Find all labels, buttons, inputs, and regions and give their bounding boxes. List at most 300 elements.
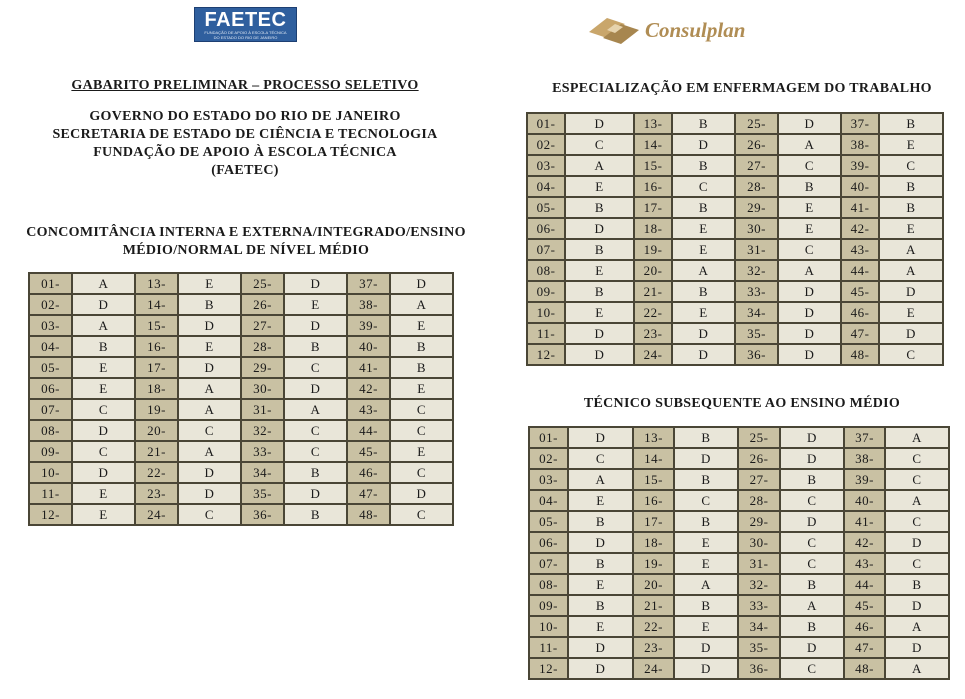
answer-cell: D <box>179 463 240 482</box>
question-number: 22- <box>136 463 177 482</box>
question-number: 04- <box>528 177 564 196</box>
table-row <box>530 638 948 657</box>
question-number: 41- <box>845 512 884 531</box>
table-row <box>30 379 452 398</box>
answer-cell: D <box>73 295 134 314</box>
answer-cell: E <box>391 442 452 461</box>
question-number: 10- <box>530 617 567 636</box>
question-number: 11- <box>30 484 71 503</box>
question-number: 03- <box>528 156 564 175</box>
answer-cell: A <box>179 442 240 461</box>
question-number: 06- <box>530 533 567 552</box>
question-number: 32- <box>736 261 777 280</box>
answer-cell: D <box>285 316 346 335</box>
question-number: 39- <box>348 316 389 335</box>
answer-cell: D <box>675 659 737 678</box>
table-row <box>528 303 942 322</box>
answer-cell: A <box>569 470 632 489</box>
question-number: 35- <box>242 484 283 503</box>
answer-cell: C <box>886 554 948 573</box>
table-row <box>30 505 452 524</box>
table-row <box>30 295 452 314</box>
answer-cell: E <box>673 219 734 238</box>
question-number: 34- <box>242 463 283 482</box>
answer-cell: E <box>779 198 840 217</box>
question-number: 38- <box>842 135 878 154</box>
question-number: 26- <box>242 295 283 314</box>
answer-cell: E <box>569 491 632 510</box>
question-number: 21- <box>635 282 671 301</box>
question-number: 01- <box>530 428 567 447</box>
answer-cell: B <box>673 282 734 301</box>
answer-cell: A <box>886 491 948 510</box>
question-number: 26- <box>739 449 779 468</box>
answer-cell: B <box>179 295 240 314</box>
question-number: 02- <box>528 135 564 154</box>
answer-cell: D <box>569 533 632 552</box>
question-number: 05- <box>530 512 567 531</box>
question-number: 25- <box>739 428 779 447</box>
answer-cell: E <box>675 533 737 552</box>
faetec-logo-text: FAETEC <box>204 9 287 31</box>
question-number: 33- <box>739 596 779 615</box>
answer-cell: D <box>779 303 840 322</box>
answer-cell: C <box>569 449 632 468</box>
government-block <box>30 108 460 180</box>
answer-cell: B <box>285 463 346 482</box>
answer-cell: C <box>673 177 734 196</box>
answer-cell: C <box>880 345 942 364</box>
question-number: 30- <box>739 533 779 552</box>
answer-cell: E <box>73 505 134 524</box>
consulplan-logo-text: Consulplan <box>645 18 746 42</box>
government-line-4: (FAETEC) <box>211 163 279 178</box>
answer-cell: B <box>566 282 633 301</box>
faetec-logo <box>194 7 297 42</box>
answer-cell: A <box>779 261 840 280</box>
answer-table-concomitancia <box>28 272 454 526</box>
question-number: 09- <box>530 596 567 615</box>
answer-cell: C <box>285 421 346 440</box>
question-number: 14- <box>136 295 177 314</box>
answer-cell: B <box>781 470 843 489</box>
table-row <box>530 428 948 447</box>
answer-cell: B <box>673 114 734 133</box>
question-number: 07- <box>528 240 564 259</box>
question-number: 31- <box>736 240 777 259</box>
answer-cell: C <box>73 442 134 461</box>
question-number: 37- <box>348 274 389 293</box>
answer-cell: D <box>781 449 843 468</box>
table-row <box>530 491 948 510</box>
section-title-left-line-1: CONCOMITÂNCIA INTERNA E EXTERNA/INTEGRADO/ENSINO <box>26 225 466 240</box>
question-number: 06- <box>30 379 71 398</box>
answer-cell: A <box>391 295 452 314</box>
answer-cell: D <box>779 324 840 343</box>
table-row <box>30 463 452 482</box>
question-number: 11- <box>530 638 567 657</box>
answer-cell: C <box>781 533 843 552</box>
answer-cell: C <box>391 505 452 524</box>
answer-cell: B <box>391 337 452 356</box>
table-row <box>530 449 948 468</box>
table-row <box>30 421 452 440</box>
question-number: 36- <box>242 505 283 524</box>
answer-cell: D <box>886 533 948 552</box>
government-line-1: GOVERNO DO ESTADO DO RIO DE JANEIRO <box>89 109 401 124</box>
answer-cell: A <box>779 135 840 154</box>
question-number: 34- <box>739 617 779 636</box>
question-number: 46- <box>348 463 389 482</box>
question-number: 12- <box>528 345 564 364</box>
question-number: 36- <box>739 659 779 678</box>
question-number: 41- <box>842 198 878 217</box>
question-number: 38- <box>845 449 884 468</box>
question-number: 12- <box>530 659 567 678</box>
faetec-logo-subtitle-2: DO ESTADO DO RIO DE JANEIRO <box>213 34 278 40</box>
answer-cell: C <box>391 400 452 419</box>
question-number: 11- <box>528 324 564 343</box>
section-title-especializacao: ESPECIALIZAÇÃO EM ENFERMAGEM DO TRABALHO <box>552 81 932 96</box>
answer-cell: B <box>566 240 633 259</box>
table-row <box>530 659 948 678</box>
table-row <box>30 442 452 461</box>
question-number: 40- <box>348 337 389 356</box>
question-number: 19- <box>136 400 177 419</box>
question-number: 06- <box>528 219 564 238</box>
question-number: 48- <box>845 659 884 678</box>
question-number: 18- <box>635 219 671 238</box>
answer-cell: B <box>673 156 734 175</box>
table-row <box>30 358 452 377</box>
question-number: 09- <box>528 282 564 301</box>
answer-cell: B <box>880 177 942 196</box>
question-number: 27- <box>739 470 779 489</box>
question-number: 24- <box>635 345 671 364</box>
section-title-left <box>0 224 492 260</box>
answer-cell: D <box>179 484 240 503</box>
question-number: 03- <box>530 470 567 489</box>
question-number: 17- <box>635 198 671 217</box>
question-number: 47- <box>348 484 389 503</box>
question-number: 20- <box>635 261 671 280</box>
answer-cell: E <box>880 303 942 322</box>
answer-cell: D <box>285 274 346 293</box>
question-number: 19- <box>635 240 671 259</box>
table-row <box>528 219 942 238</box>
answer-cell: E <box>673 240 734 259</box>
table-row <box>530 554 948 573</box>
answer-cell: B <box>675 512 737 531</box>
answer-cell: E <box>73 484 134 503</box>
answer-cell: D <box>880 282 942 301</box>
answer-cell: B <box>569 512 632 531</box>
answer-cell: D <box>673 324 734 343</box>
question-number: 39- <box>845 470 884 489</box>
answer-cell: D <box>285 379 346 398</box>
answer-cell: D <box>566 219 633 238</box>
question-number: 01- <box>528 114 564 133</box>
question-number: 17- <box>634 512 673 531</box>
answer-cell: A <box>566 156 633 175</box>
answer-cell: A <box>285 400 346 419</box>
answer-cell: B <box>781 617 843 636</box>
answer-cell: C <box>880 156 942 175</box>
question-number: 31- <box>739 554 779 573</box>
answer-cell: D <box>391 484 452 503</box>
table-row <box>30 274 452 293</box>
question-number: 47- <box>845 638 884 657</box>
answer-cell: C <box>886 449 948 468</box>
question-number: 23- <box>634 638 673 657</box>
answer-cell: A <box>781 596 843 615</box>
answer-cell: E <box>675 554 737 573</box>
question-number: 40- <box>845 491 884 510</box>
table-row <box>530 575 948 594</box>
question-number: 41- <box>348 358 389 377</box>
answer-cell: C <box>781 491 843 510</box>
government-line-2: SECRETARIA DE ESTADO DE CIÊNCIA E TECNOLOGIA <box>52 127 438 142</box>
answer-cell: B <box>880 114 942 133</box>
answer-cell: B <box>886 575 948 594</box>
question-number: 21- <box>136 442 177 461</box>
question-number: 05- <box>528 198 564 217</box>
question-number: 08- <box>30 421 71 440</box>
table-row <box>530 596 948 615</box>
answer-cell: D <box>73 421 134 440</box>
answer-cell: A <box>886 659 948 678</box>
question-number: 48- <box>348 505 389 524</box>
answer-cell: E <box>179 337 240 356</box>
table-row <box>528 324 942 343</box>
section-title-left-line-2: MÉDIO/NORMAL DE NÍVEL MÉDIO <box>122 243 370 258</box>
question-number: 14- <box>635 135 671 154</box>
question-number: 02- <box>530 449 567 468</box>
answer-cell: E <box>779 219 840 238</box>
answer-cell: E <box>285 295 346 314</box>
table-row <box>528 114 942 133</box>
answer-cell: A <box>886 617 948 636</box>
question-number: 42- <box>845 533 884 552</box>
question-number: 24- <box>136 505 177 524</box>
question-number: 35- <box>739 638 779 657</box>
question-number: 10- <box>528 303 564 322</box>
question-number: 48- <box>842 345 878 364</box>
answer-cell: E <box>391 379 452 398</box>
table-row <box>528 177 942 196</box>
answer-cell: A <box>886 428 948 447</box>
answer-cell: D <box>179 358 240 377</box>
question-number: 13- <box>635 114 671 133</box>
answer-cell: E <box>673 303 734 322</box>
answer-cell: D <box>779 282 840 301</box>
answer-cell: E <box>566 177 633 196</box>
answer-cell: D <box>566 345 633 364</box>
answer-cell: C <box>566 135 633 154</box>
question-number: 38- <box>348 295 389 314</box>
question-number: 15- <box>136 316 177 335</box>
question-number: 33- <box>242 442 283 461</box>
answer-cell: E <box>73 358 134 377</box>
table-row <box>530 512 948 531</box>
question-number: 28- <box>736 177 777 196</box>
question-number: 27- <box>242 316 283 335</box>
question-number: 09- <box>30 442 71 461</box>
answer-cell: D <box>569 659 632 678</box>
table-row <box>30 337 452 356</box>
answer-cell: A <box>673 261 734 280</box>
answer-cell: A <box>179 400 240 419</box>
answer-cell: D <box>391 274 452 293</box>
table-row <box>528 282 942 301</box>
question-number: 28- <box>739 491 779 510</box>
question-number: 25- <box>736 114 777 133</box>
question-number: 29- <box>736 198 777 217</box>
question-number: 18- <box>136 379 177 398</box>
question-number: 45- <box>842 282 878 301</box>
answer-cell: C <box>391 421 452 440</box>
answer-cell: A <box>73 316 134 335</box>
question-number: 42- <box>348 379 389 398</box>
question-number: 16- <box>635 177 671 196</box>
question-number: 44- <box>845 575 884 594</box>
question-number: 46- <box>842 303 878 322</box>
question-number: 29- <box>739 512 779 531</box>
answer-cell: B <box>675 596 737 615</box>
question-number: 32- <box>739 575 779 594</box>
answer-cell: C <box>779 156 840 175</box>
question-number: 20- <box>634 575 673 594</box>
answer-cell: B <box>675 470 737 489</box>
table-row <box>528 261 942 280</box>
question-number: 22- <box>635 303 671 322</box>
faetec-logo-subtitle-1: FUNDAÇÃO DE APOIO À ESCOLA TÉCNICA <box>204 30 287 35</box>
answer-cell: C <box>285 442 346 461</box>
answer-cell: E <box>569 617 632 636</box>
answer-cell: E <box>675 617 737 636</box>
answer-cell: D <box>675 638 737 657</box>
answer-cell: E <box>179 274 240 293</box>
question-number: 03- <box>30 316 71 335</box>
question-number: 04- <box>30 337 71 356</box>
answer-cell: A <box>179 379 240 398</box>
answer-cell: D <box>781 512 843 531</box>
question-number: 25- <box>242 274 283 293</box>
question-number: 08- <box>530 575 567 594</box>
answer-cell: D <box>781 428 843 447</box>
answer-cell: D <box>781 638 843 657</box>
answer-cell: D <box>779 345 840 364</box>
question-number: 28- <box>242 337 283 356</box>
question-number: 04- <box>530 491 567 510</box>
answer-cell: A <box>880 240 942 259</box>
question-number: 46- <box>845 617 884 636</box>
answer-cell: B <box>781 575 843 594</box>
question-number: 40- <box>842 177 878 196</box>
answer-cell: D <box>566 114 633 133</box>
answer-cell: B <box>73 337 134 356</box>
answer-cell: E <box>73 379 134 398</box>
table-row <box>30 400 452 419</box>
answer-cell: B <box>566 198 633 217</box>
question-number: 22- <box>634 617 673 636</box>
answer-cell: E <box>880 219 942 238</box>
answer-cell: D <box>285 484 346 503</box>
question-number: 43- <box>348 400 389 419</box>
question-number: 23- <box>635 324 671 343</box>
question-number: 13- <box>634 428 673 447</box>
question-number: 42- <box>842 219 878 238</box>
question-number: 33- <box>736 282 777 301</box>
answer-cell: C <box>285 358 346 377</box>
answer-cell: A <box>73 274 134 293</box>
question-number: 13- <box>136 274 177 293</box>
answer-cell: B <box>569 596 632 615</box>
question-number: 07- <box>530 554 567 573</box>
answer-cell: D <box>569 428 632 447</box>
answer-cell: D <box>886 596 948 615</box>
answer-cell: C <box>179 421 240 440</box>
answer-cell: A <box>880 261 942 280</box>
question-number: 35- <box>736 324 777 343</box>
gabarito-title: GABARITO PRELIMINAR – PROCESSO SELETIVO <box>71 78 419 93</box>
question-number: 34- <box>736 303 777 322</box>
answer-cell: C <box>179 505 240 524</box>
answer-cell: B <box>285 505 346 524</box>
table-row <box>528 198 942 217</box>
section-title-tecnico: TÉCNICO SUBSEQUENTE AO ENSINO MÉDIO <box>583 396 901 411</box>
question-number: 47- <box>842 324 878 343</box>
answer-cell: D <box>569 638 632 657</box>
table-row <box>530 533 948 552</box>
question-number: 37- <box>845 428 884 447</box>
answer-cell: B <box>779 177 840 196</box>
question-number: 43- <box>842 240 878 259</box>
table-row <box>30 484 452 503</box>
answer-table-tecnico <box>528 426 950 680</box>
answer-cell: E <box>566 261 633 280</box>
question-number: 44- <box>348 421 389 440</box>
table-row <box>528 240 942 259</box>
question-number: 17- <box>136 358 177 377</box>
question-number: 16- <box>634 491 673 510</box>
answer-cell: C <box>781 659 843 678</box>
question-number: 10- <box>30 463 71 482</box>
question-number: 08- <box>528 261 564 280</box>
answer-cell: C <box>675 491 737 510</box>
question-number: 15- <box>634 470 673 489</box>
question-number: 14- <box>634 449 673 468</box>
answer-cell: E <box>566 303 633 322</box>
question-number: 43- <box>845 554 884 573</box>
answer-cell: C <box>886 470 948 489</box>
question-number: 23- <box>136 484 177 503</box>
question-number: 18- <box>634 533 673 552</box>
consulplan-emblem-icon <box>585 12 645 48</box>
question-number: 45- <box>348 442 389 461</box>
answer-cell: D <box>673 345 734 364</box>
table-row <box>528 156 942 175</box>
table-row <box>530 470 948 489</box>
question-number: 39- <box>842 156 878 175</box>
answer-cell: D <box>779 114 840 133</box>
answer-cell: D <box>73 463 134 482</box>
question-number: 21- <box>634 596 673 615</box>
question-number: 31- <box>242 400 283 419</box>
answer-cell: B <box>391 358 452 377</box>
question-number: 32- <box>242 421 283 440</box>
question-number: 12- <box>30 505 71 524</box>
